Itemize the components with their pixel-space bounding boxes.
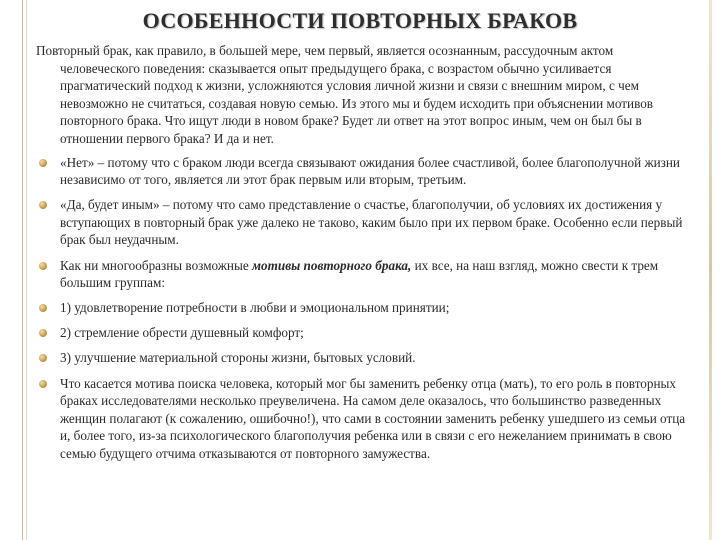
bullet-item xyxy=(36,257,696,292)
bullet-list xyxy=(36,154,696,463)
bullet-item xyxy=(36,349,696,367)
bullet-item xyxy=(36,299,696,317)
frame-line-right xyxy=(709,0,712,540)
bullet-icon xyxy=(39,380,47,388)
bullet-icon xyxy=(39,159,47,167)
bullet-icon xyxy=(39,329,47,337)
frame-line-left-inner xyxy=(26,0,27,540)
bullet-text: Что касается мотива поиска человека, который мог бы заменить ребенку отца (мать), то его роль в повторных браках исследователями несколько преувеличена. На самом деле оказалось, что большинство разведенных женщин полагают (к сожалению, ошибочно!), что сами в состоянии заменить ребенку ушедшего из семьи отца и, более того, из-за психологического благополучия ребенка или в связи с его нежеланием принимать в свою семью будущего отчима отказываются от повторного замужества. xyxy=(60,375,686,461)
motives-emphasis: мотивы повторного брака, xyxy=(251,257,412,273)
bullet-icon xyxy=(39,304,47,312)
bullet-item xyxy=(36,324,696,342)
bullet-text: «Да, будет иным» – потому что само представление о счастье, благополучии, об условиях их достижения у вступающих в повторный брак уже далеко не таково, каким было при их первом браке. Особенно если первый брак был неудачным. xyxy=(60,197,683,248)
bullet-text: 1) удовлетворение потребности в любви и эмоциональном принятии; xyxy=(60,300,450,316)
slide-title: ОСОБЕННОСТИ ПОВТОРНЫХ БРАКОВ xyxy=(142,8,578,33)
bullet-item xyxy=(36,375,696,463)
bullet-icon xyxy=(39,354,47,362)
bullet-text: 3) улучшение материальной стороны жизни, бытовых условий. xyxy=(60,350,416,366)
bullet-item xyxy=(36,196,696,249)
intro-paragraph: Повторный брак, как правило, в большей мере, чем первый, является осознанным, рассудочным актом человеческого поведения: сказывается опыт предыдущего брака, с возрастом обычно усиливается прагматический подход к жизни, усложняются условия личной жизни и связи с внешним миром, с чем невозможно не считаться, создавая новую семью. Из этого мы и будем исходить при объяснении мотивов повторного брака. Что ищут люди в новом браке? Будет ли ответ на этот вопрос иным, чем он был бы в отношении первого брака? И да и нет. xyxy=(36,43,654,146)
bullet-text-post: их все, на наш взгляд, можно свести к трем большим группам: xyxy=(60,257,659,291)
bullet-text: «Нет» – потому что с браком люди всегда связывают ожидания более счастливой, более благополучной жизни независимо от того, является ли этот брак первым или вторым, третьим. xyxy=(60,154,680,188)
bullet-text-pre: Как ни многообразны возможные xyxy=(60,257,252,273)
slide-content xyxy=(36,42,696,470)
bullet-icon xyxy=(39,262,47,270)
bullet-text: 2) стремление обрести душевный комфорт; xyxy=(60,325,304,341)
frame-line-left xyxy=(22,0,23,540)
bullet-icon xyxy=(39,201,47,209)
bullet-item xyxy=(36,154,696,189)
